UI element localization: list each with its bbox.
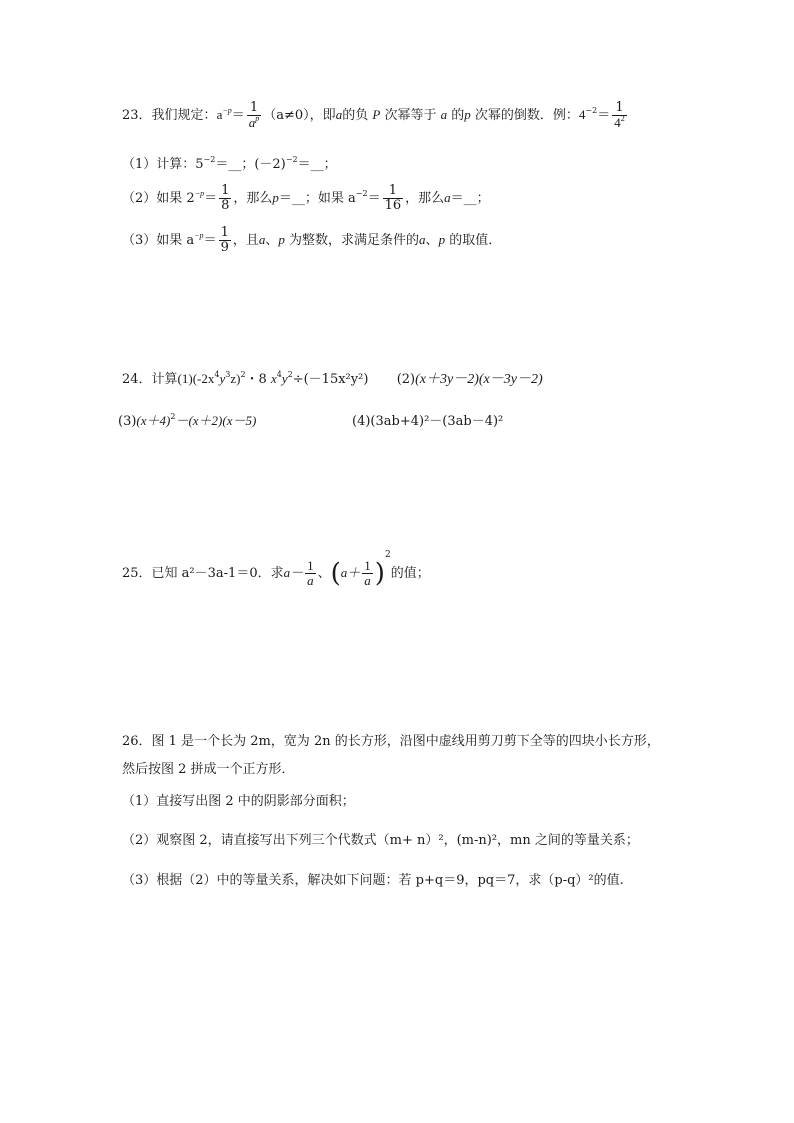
q23-eq: ＝ <box>597 108 611 123</box>
q23-intro: 我们规定： <box>151 108 217 123</box>
frac-den <box>247 115 262 130</box>
q23-p2-text: （2）如果 2 <box>122 191 195 206</box>
frac-num: 1 <box>388 183 398 198</box>
q23-text: 的负 <box>342 108 369 123</box>
q24-expr2-label: (2) <box>396 372 416 387</box>
q25-text: 25．已知 a²－3a-1＝0．求 <box>122 566 284 581</box>
q26-part3: （3）根据（2）中的等量关系，解决如下问题：若 p+q＝9，pq＝7，求（p-q）²的值. <box>122 873 624 888</box>
q24-number: 24．计算 <box>122 372 178 387</box>
q23-p3-text: 、 <box>425 233 439 248</box>
sup: 2 <box>240 370 246 379</box>
frac-num: 1 <box>220 225 229 240</box>
q23-example-fraction <box>612 101 627 130</box>
q26-part2: （2）观察图 2，请直接写出下列三个代数式（m+ n）²，(m-n)²，mn 之间的等量关系； <box>122 833 639 848</box>
q24-expr1-rest: ÷(－15x²y²) <box>292 372 369 387</box>
var: z) <box>230 371 241 386</box>
frac-den: 9 <box>220 240 229 255</box>
q23-p3-text: （3）如果 a <box>122 233 195 248</box>
q25-square: 2 <box>384 550 391 560</box>
q23-part2 <box>122 184 490 213</box>
frac-den: 16 <box>384 198 402 213</box>
q23-definition-line <box>122 101 629 130</box>
q23-p1-mid: ＝__；(－2) <box>215 157 286 172</box>
q23-var: a <box>444 190 451 205</box>
q24-line2 <box>118 410 256 429</box>
q24-expr3-label: (3) <box>118 414 137 429</box>
q25-fraction1 <box>305 559 316 588</box>
q26-part1: （1）直接写出图 2 中的阴影部分面积； <box>122 794 355 809</box>
q23-p2-exp1: −p <box>194 189 205 198</box>
q25-text-end: 的值； <box>390 566 430 581</box>
q23-example-base: 4 <box>578 107 586 122</box>
q26-line2: 然后按图 2 拼成一个正方形． <box>122 762 295 777</box>
q23-part1 <box>122 153 337 172</box>
q25-fraction2 <box>362 559 373 588</box>
q24-expr4 <box>352 410 503 429</box>
frac-den: a <box>307 573 314 588</box>
q23-var: p <box>438 232 446 247</box>
q23-var: a <box>335 107 343 122</box>
q23-p2-text: ，那么 <box>233 191 273 206</box>
q23-p2-text: ＝__；如果 a <box>278 191 356 206</box>
q23-p2-fraction1 <box>219 184 231 213</box>
q23-p2-fraction2 <box>383 184 404 213</box>
q23-p2-exp2: −2 <box>355 189 368 198</box>
q25-paren-close: ) <box>374 558 385 589</box>
q26-line1: 26．图 1 是一个长为 2m，宽为 2n 的长方形，沿图中虚线用剪刀剪下全等的四块小长方形， <box>122 734 660 749</box>
var: x <box>270 371 277 386</box>
q23-part3 <box>122 226 501 255</box>
q23-var: p <box>272 190 279 205</box>
q23-p3-text: 为整数，求满足条件的 <box>289 233 420 248</box>
q23-eq: ＝ <box>231 108 245 123</box>
frac-num: 1 <box>364 558 371 573</box>
q25-expr1: a－ <box>283 565 304 580</box>
q23-def-condition: （a≠0），即 <box>263 108 336 123</box>
q23-p1-end: ＝__； <box>297 157 337 172</box>
q23-p2-text: ，那么 <box>405 191 445 206</box>
sup: 4 <box>214 370 220 379</box>
q24-expr1: (1)(-2x <box>177 371 215 386</box>
frac-num: 1 <box>249 100 259 115</box>
var: y <box>281 371 288 386</box>
q23-var: p <box>278 232 285 247</box>
q23-def-exp: −p <box>222 106 232 115</box>
q23-def-fraction <box>247 101 262 130</box>
q23-eq: ＝ <box>203 233 217 248</box>
q24-expr2: (x＋3y－2)(x－3y－2) <box>415 372 543 387</box>
sup: 3 <box>225 370 231 379</box>
frac-den <box>612 115 627 130</box>
q23-eq: ＝ <box>367 191 381 206</box>
sup: 4 <box>276 370 282 379</box>
q23-var: P <box>372 107 381 122</box>
q23-var: a <box>419 232 426 247</box>
q25-sep: 、 <box>317 566 331 581</box>
frac-den: 8 <box>221 198 230 213</box>
q24-line1 <box>122 368 543 388</box>
frac-den-base: a <box>248 115 256 130</box>
q23-p2-text: ＝__； <box>450 191 490 206</box>
q23-var: a <box>440 107 448 122</box>
frac-den: a <box>364 573 371 588</box>
q25-paren-open: ( <box>330 558 341 589</box>
q24-dot: ・8 <box>245 372 267 387</box>
q23-var: a <box>258 232 266 247</box>
frac-den-exp: 2 <box>620 114 625 123</box>
sup: 2 <box>170 412 176 421</box>
frac-den-base: 4 <box>614 115 621 130</box>
q23-var: p <box>464 107 471 122</box>
q23-text: 的 <box>451 108 465 123</box>
q23-p1-text: （1）计算：5 <box>122 157 204 172</box>
frac-num: 1 <box>221 183 230 198</box>
q24-expr3-a: (x＋4) <box>136 413 171 428</box>
var: y <box>219 371 226 386</box>
q25-line <box>122 550 430 589</box>
q23-p3-text: 的取值． <box>449 233 502 248</box>
q23-p3-text: ，且 <box>232 233 259 248</box>
q23-eq: ＝ <box>204 191 218 206</box>
q23-example-exp: −2 <box>585 106 598 115</box>
q23-text: 次幂等于 <box>384 108 437 123</box>
q24-expr4-text: (4)(3ab+4)²－(3ab－4)² <box>352 414 504 429</box>
q23-p1-exp1: −2 <box>203 155 216 164</box>
q24-expr3-b: －(x＋2)(x－5) <box>175 413 257 428</box>
q23-p1-exp2: −2 <box>285 155 298 164</box>
q23-p3-text: 、 <box>265 233 279 248</box>
sup: 2 <box>287 370 293 379</box>
frac-num: 1 <box>615 100 624 115</box>
q23-p3-fraction <box>219 226 231 255</box>
frac-den-exp: p <box>255 114 260 123</box>
q25-expr2: a＋ <box>340 565 361 580</box>
q23-p3-exp: −p <box>194 231 204 240</box>
q23-number: 23． <box>122 108 152 123</box>
q23-def-base: a <box>216 107 223 122</box>
frac-num: 1 <box>307 558 314 573</box>
q23-text: 次幂的倒数．例： <box>474 108 579 123</box>
